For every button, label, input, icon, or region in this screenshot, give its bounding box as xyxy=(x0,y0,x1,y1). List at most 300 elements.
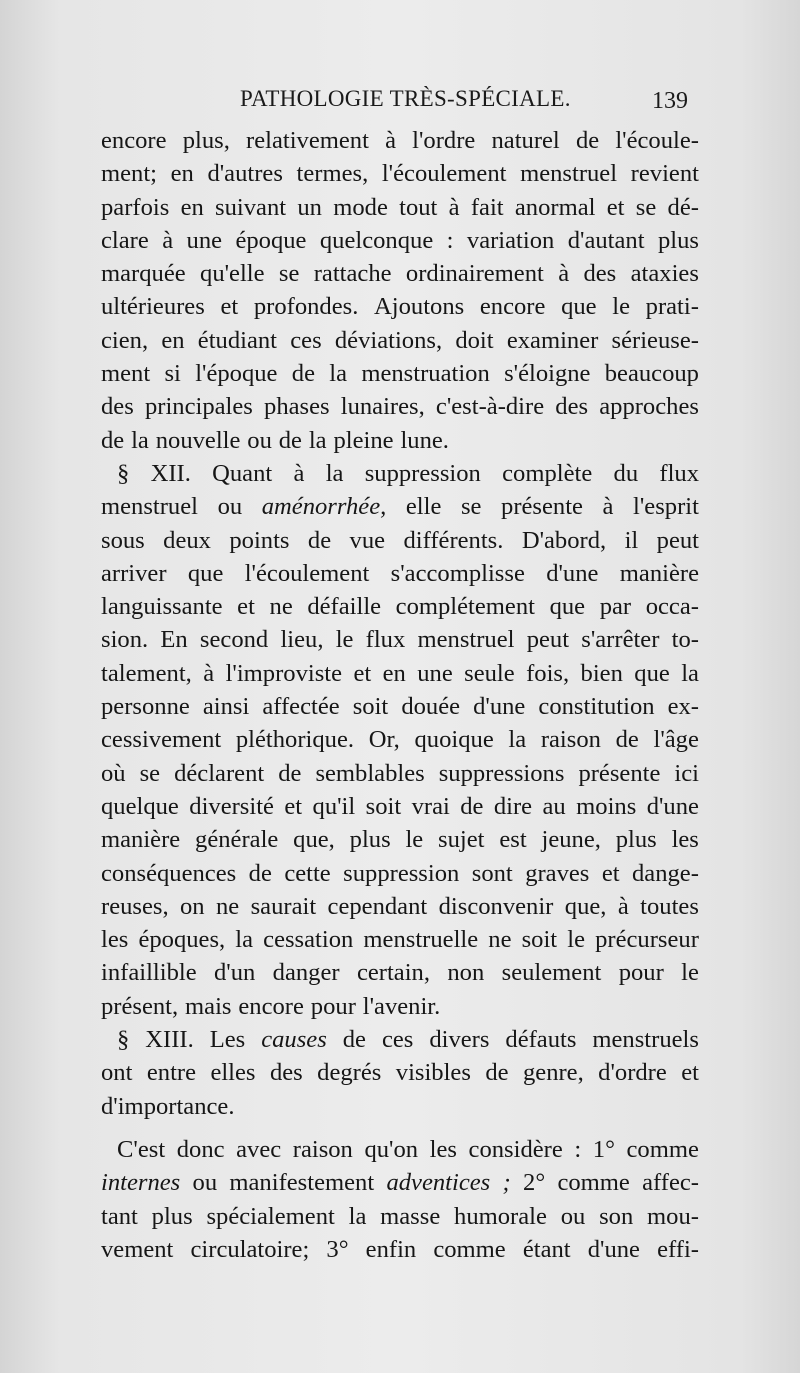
word: des xyxy=(269,1059,303,1087)
word: époques, xyxy=(138,926,226,954)
word: quoique xyxy=(414,726,494,754)
word: ainsi xyxy=(202,693,250,721)
word: moins xyxy=(576,792,637,820)
word: ne xyxy=(269,593,293,621)
text-line xyxy=(101,524,699,557)
word: présente xyxy=(578,759,661,787)
text-line xyxy=(101,224,699,257)
text-line xyxy=(101,457,699,490)
word: cien, xyxy=(101,326,149,354)
word: ultérieures xyxy=(101,293,205,321)
word: ; xyxy=(502,1169,511,1197)
word: causes xyxy=(261,1026,327,1054)
word: divers xyxy=(429,1026,490,1054)
word: ataxies xyxy=(630,260,699,288)
word: se xyxy=(460,493,482,521)
word: pour xyxy=(310,992,356,1020)
word: d'autant xyxy=(567,226,645,254)
text-line xyxy=(101,191,699,224)
word: que xyxy=(634,659,670,687)
word: comme xyxy=(557,1169,630,1197)
word: si xyxy=(164,360,181,388)
text-line xyxy=(101,290,699,323)
word: mou- xyxy=(647,1202,699,1230)
word: tout xyxy=(399,193,438,221)
word: en xyxy=(161,326,185,354)
word: de xyxy=(101,426,125,454)
word: d'une xyxy=(646,792,699,820)
word: en xyxy=(170,160,194,188)
word: du xyxy=(613,459,639,487)
word: où xyxy=(101,759,126,787)
word: à xyxy=(162,226,174,254)
word: la xyxy=(329,360,348,388)
text-line xyxy=(101,257,699,290)
word: cessivement xyxy=(101,726,222,754)
word: visibles xyxy=(395,1059,471,1087)
word: toutes xyxy=(640,892,699,920)
word: circulatoire; xyxy=(190,1235,310,1263)
word: le xyxy=(612,293,630,321)
text-line xyxy=(101,923,699,956)
text-line xyxy=(101,1023,699,1056)
word: l'âge xyxy=(653,726,699,754)
word: générale xyxy=(195,826,279,854)
text-line xyxy=(101,790,699,823)
word: lunaires, xyxy=(340,393,425,421)
word: graves xyxy=(525,859,590,887)
text-line xyxy=(101,1166,699,1199)
word: raison xyxy=(540,726,601,754)
word: ici xyxy=(674,759,699,787)
word: de xyxy=(575,127,600,154)
word: flux xyxy=(659,459,699,487)
word: doit xyxy=(455,326,494,354)
word: à xyxy=(617,892,629,920)
word: ont xyxy=(101,1059,133,1087)
text-line xyxy=(101,657,699,690)
word: occa- xyxy=(645,593,699,621)
word: qu'il xyxy=(312,792,356,820)
word: manière xyxy=(101,826,181,854)
word: enfin xyxy=(365,1235,417,1263)
word: à xyxy=(203,659,215,687)
word: saurait xyxy=(250,892,317,920)
word: et xyxy=(220,293,239,321)
word: la xyxy=(508,726,527,754)
word: et xyxy=(606,193,625,221)
word: reuses, xyxy=(101,892,169,920)
word: que, xyxy=(293,826,335,854)
word: en xyxy=(382,659,406,687)
text-line xyxy=(101,690,699,723)
word: il xyxy=(624,526,639,554)
text-line xyxy=(101,890,699,923)
word: l'esprit xyxy=(633,493,699,521)
word: Les xyxy=(209,1026,246,1054)
word: des xyxy=(101,393,134,421)
word: de xyxy=(485,1059,509,1087)
word: sérieuse- xyxy=(611,326,699,354)
word: la xyxy=(681,659,699,687)
word: de xyxy=(291,360,315,388)
word: Quant xyxy=(212,459,273,487)
word: § xyxy=(117,1026,130,1054)
word: avec xyxy=(236,1135,282,1163)
word: d'une xyxy=(587,1235,640,1263)
word: d'importance. xyxy=(101,1092,235,1120)
page-header xyxy=(0,82,800,116)
word: complétement xyxy=(395,593,535,621)
word: dé- xyxy=(667,193,699,221)
word: à xyxy=(558,260,570,288)
word: en xyxy=(180,193,204,221)
text-line xyxy=(101,424,699,457)
word: plus xyxy=(151,1202,193,1230)
word: nouvelle xyxy=(155,426,241,454)
word: cette xyxy=(284,859,331,887)
word: dange- xyxy=(632,859,699,887)
word: l'écoulement xyxy=(381,160,507,188)
word: lieu, xyxy=(280,626,324,654)
word: menstruation xyxy=(361,360,490,388)
word: second xyxy=(199,626,269,654)
text-line xyxy=(101,490,699,523)
word: le xyxy=(335,626,354,654)
word: fait xyxy=(470,193,504,221)
word: la xyxy=(348,1202,367,1230)
word: qu'on xyxy=(364,1135,419,1163)
word: une xyxy=(417,659,453,687)
word: raison xyxy=(292,1135,353,1163)
word: points xyxy=(229,526,290,554)
text-line xyxy=(101,390,699,423)
word: seule xyxy=(464,659,515,687)
word: dire xyxy=(493,792,533,820)
word: menstruels xyxy=(592,1026,699,1054)
word: le xyxy=(681,959,699,987)
word: suppression xyxy=(343,859,460,887)
word: d'une xyxy=(546,559,599,587)
word: examiner xyxy=(506,326,599,354)
word: effi- xyxy=(657,1235,699,1263)
word: ordinairement xyxy=(405,260,544,288)
word: humorale xyxy=(454,1202,547,1230)
text-line xyxy=(101,1133,699,1166)
word: plus xyxy=(657,226,699,254)
word: naturel xyxy=(491,127,560,154)
word: ou xyxy=(192,1169,218,1197)
word: soit xyxy=(521,926,558,954)
word: suppressions xyxy=(438,759,565,787)
word: à xyxy=(293,459,305,487)
word: affec- xyxy=(642,1169,699,1197)
word: C'est xyxy=(117,1135,166,1163)
word: et xyxy=(284,792,303,820)
word: profondes. xyxy=(253,293,359,321)
word: plus xyxy=(349,826,391,854)
word: aménorrhée, xyxy=(261,493,387,521)
running-title: PATHOLOGIE TRÈS-SPÉCIALE. xyxy=(240,86,571,111)
text-line xyxy=(101,1090,699,1123)
word: de xyxy=(278,759,302,787)
word: menstruel xyxy=(520,160,618,188)
word: internes xyxy=(101,1169,181,1197)
word: les xyxy=(429,1135,457,1163)
word: principales xyxy=(144,393,253,421)
word: d'un xyxy=(213,959,256,987)
word: un xyxy=(297,193,322,221)
word: suivant xyxy=(215,193,287,221)
text-line xyxy=(101,723,699,756)
word: variation xyxy=(466,226,555,254)
word: relativement xyxy=(246,127,369,154)
text-line xyxy=(101,757,699,790)
word: la xyxy=(131,426,149,454)
text-line xyxy=(101,956,699,989)
text-line xyxy=(101,1200,699,1233)
word: clare xyxy=(101,226,149,254)
word: vrai xyxy=(411,792,450,820)
word: infaillible xyxy=(101,959,197,987)
word: to- xyxy=(671,626,699,654)
word: sous xyxy=(101,526,145,554)
word: précurseur xyxy=(595,926,699,954)
word: se xyxy=(635,193,657,221)
word: et xyxy=(601,859,620,887)
word: anormal xyxy=(514,193,596,221)
word: encore xyxy=(479,293,546,321)
word: comme xyxy=(626,1135,699,1163)
word: En xyxy=(160,626,188,654)
word: sont xyxy=(471,859,513,887)
word: quelconque xyxy=(319,226,434,254)
word: cependant xyxy=(327,892,428,920)
word: soit xyxy=(365,792,402,820)
word: c'est-à-dire xyxy=(435,393,545,421)
word: jeune, xyxy=(541,826,601,854)
word: de xyxy=(248,859,272,887)
word: présente xyxy=(501,493,583,521)
word: disconvenir xyxy=(438,892,554,920)
word: ment xyxy=(101,360,151,388)
word: termes, xyxy=(296,160,369,188)
word: de xyxy=(460,792,484,820)
word: époque xyxy=(235,226,307,254)
word: déviations, xyxy=(334,326,443,354)
word: plus xyxy=(615,826,657,854)
word: que xyxy=(561,293,597,321)
word: elle xyxy=(405,493,442,521)
word: § xyxy=(117,459,130,487)
word: étudiant xyxy=(197,326,278,354)
word: on xyxy=(180,892,205,920)
word: l'improviste xyxy=(225,659,343,687)
word: talement, xyxy=(101,659,192,687)
word: des xyxy=(555,393,589,421)
word: les xyxy=(101,926,129,954)
word: 1° xyxy=(592,1135,615,1163)
word: à xyxy=(385,127,397,154)
word: présent, xyxy=(101,992,179,1020)
body-text xyxy=(101,124,699,1266)
word: sion. xyxy=(101,626,149,654)
word: considère xyxy=(468,1135,563,1163)
word: fois, xyxy=(526,659,570,687)
word: certain, xyxy=(356,959,431,987)
word: semblables xyxy=(315,759,425,787)
word: est xyxy=(499,826,527,854)
text-line xyxy=(101,823,699,856)
word: s'arrêter xyxy=(581,626,660,654)
word: mode xyxy=(333,193,388,221)
word: manière xyxy=(619,559,699,587)
word: D'abord, xyxy=(521,526,607,554)
word: la xyxy=(325,459,344,487)
word: encore xyxy=(238,992,304,1020)
word: XII. xyxy=(150,459,191,487)
word: l'écoule- xyxy=(615,127,699,154)
word: qu'elle xyxy=(200,260,265,288)
word: son xyxy=(599,1202,634,1230)
word: la xyxy=(308,426,327,454)
word: donc xyxy=(176,1135,225,1163)
word: ne xyxy=(215,892,240,920)
word: menstruel xyxy=(417,626,515,654)
word: sujet xyxy=(438,826,485,854)
word: personne xyxy=(101,693,190,721)
word: spécialement xyxy=(206,1202,335,1230)
word: ou xyxy=(560,1202,586,1230)
word: de xyxy=(307,526,332,554)
word: affectée xyxy=(262,693,340,721)
word: conséquences xyxy=(101,859,237,887)
word: 2° xyxy=(523,1169,546,1197)
word: genre, xyxy=(522,1059,584,1087)
text-line xyxy=(101,157,699,190)
word: prati- xyxy=(645,293,699,321)
word: danger xyxy=(272,959,340,987)
page-number: 139 xyxy=(652,88,688,114)
word: étant xyxy=(522,1235,571,1263)
word: Or, xyxy=(368,726,400,754)
word: pléthorique. xyxy=(235,726,355,754)
word: comme xyxy=(433,1235,506,1263)
word: à xyxy=(448,193,460,221)
word: Ajoutons xyxy=(374,293,465,321)
word: tant xyxy=(101,1202,138,1230)
word: XIII. xyxy=(145,1026,194,1054)
word: que xyxy=(549,593,586,621)
word: cessation xyxy=(263,926,354,954)
word: ou xyxy=(217,493,243,521)
text-line xyxy=(101,324,699,357)
word: se xyxy=(139,759,161,787)
text-line xyxy=(101,990,699,1023)
word: adventices xyxy=(386,1169,491,1197)
word: de xyxy=(615,726,639,754)
text-line xyxy=(101,590,699,623)
word: pleine xyxy=(333,426,394,454)
word: que, xyxy=(564,892,607,920)
word: entre xyxy=(146,1059,197,1087)
word: et xyxy=(353,659,372,687)
word: plus, xyxy=(182,127,230,154)
word: mais xyxy=(185,992,232,1020)
paragraph-gap xyxy=(101,1123,699,1133)
word: à xyxy=(602,493,614,521)
word: le xyxy=(567,926,585,954)
word: ne xyxy=(488,926,512,954)
word: menstruel xyxy=(101,493,198,521)
word: et xyxy=(681,1059,699,1087)
word: ces xyxy=(290,326,322,354)
word: le xyxy=(405,826,424,854)
word: l'ordre xyxy=(412,127,476,154)
word: se xyxy=(278,260,300,288)
word: 3° xyxy=(326,1235,349,1263)
word: la xyxy=(235,926,254,954)
word: de xyxy=(342,1026,366,1054)
text-line xyxy=(101,1056,699,1089)
word: degrés xyxy=(317,1059,382,1087)
word: lune. xyxy=(400,426,449,454)
word: peut xyxy=(656,526,699,554)
text-line xyxy=(101,557,699,590)
word: ces xyxy=(381,1026,414,1054)
word: deux xyxy=(163,526,211,554)
word: vement xyxy=(101,1235,174,1263)
word: et xyxy=(237,593,255,621)
word: arriver xyxy=(101,559,167,587)
word: douée xyxy=(401,693,461,721)
word: complète xyxy=(502,459,593,487)
word: de xyxy=(278,426,302,454)
word: elles xyxy=(210,1059,256,1087)
word: les xyxy=(671,826,699,854)
word: revient xyxy=(630,160,699,188)
word: beaucoup xyxy=(604,360,699,388)
word: non xyxy=(447,959,485,987)
word: encore xyxy=(101,127,167,154)
word: s'accomplisse xyxy=(390,559,525,587)
word: vue xyxy=(349,526,386,554)
word: languissante xyxy=(101,593,223,621)
word: par xyxy=(599,593,632,621)
word: constitution xyxy=(538,693,655,721)
word: que xyxy=(187,559,224,587)
word: masse xyxy=(380,1202,441,1230)
word: rattache xyxy=(313,260,392,288)
word: l'avenir. xyxy=(362,992,441,1020)
text-line xyxy=(101,623,699,656)
word: l'écoulement xyxy=(244,559,370,587)
word: marquée xyxy=(101,260,186,288)
word: soit xyxy=(352,693,389,721)
word: défauts xyxy=(505,1026,577,1054)
word: phases xyxy=(264,393,330,421)
word: une xyxy=(186,226,223,254)
word: ment; xyxy=(101,160,158,188)
word: diversité xyxy=(189,792,274,820)
word: flux xyxy=(365,626,406,654)
word: approches xyxy=(599,393,699,421)
text-line xyxy=(101,1233,699,1266)
word: menstruelle xyxy=(363,926,479,954)
word: bien xyxy=(580,659,623,687)
word: s'éloigne xyxy=(504,360,591,388)
word: d'ordre xyxy=(598,1059,667,1087)
